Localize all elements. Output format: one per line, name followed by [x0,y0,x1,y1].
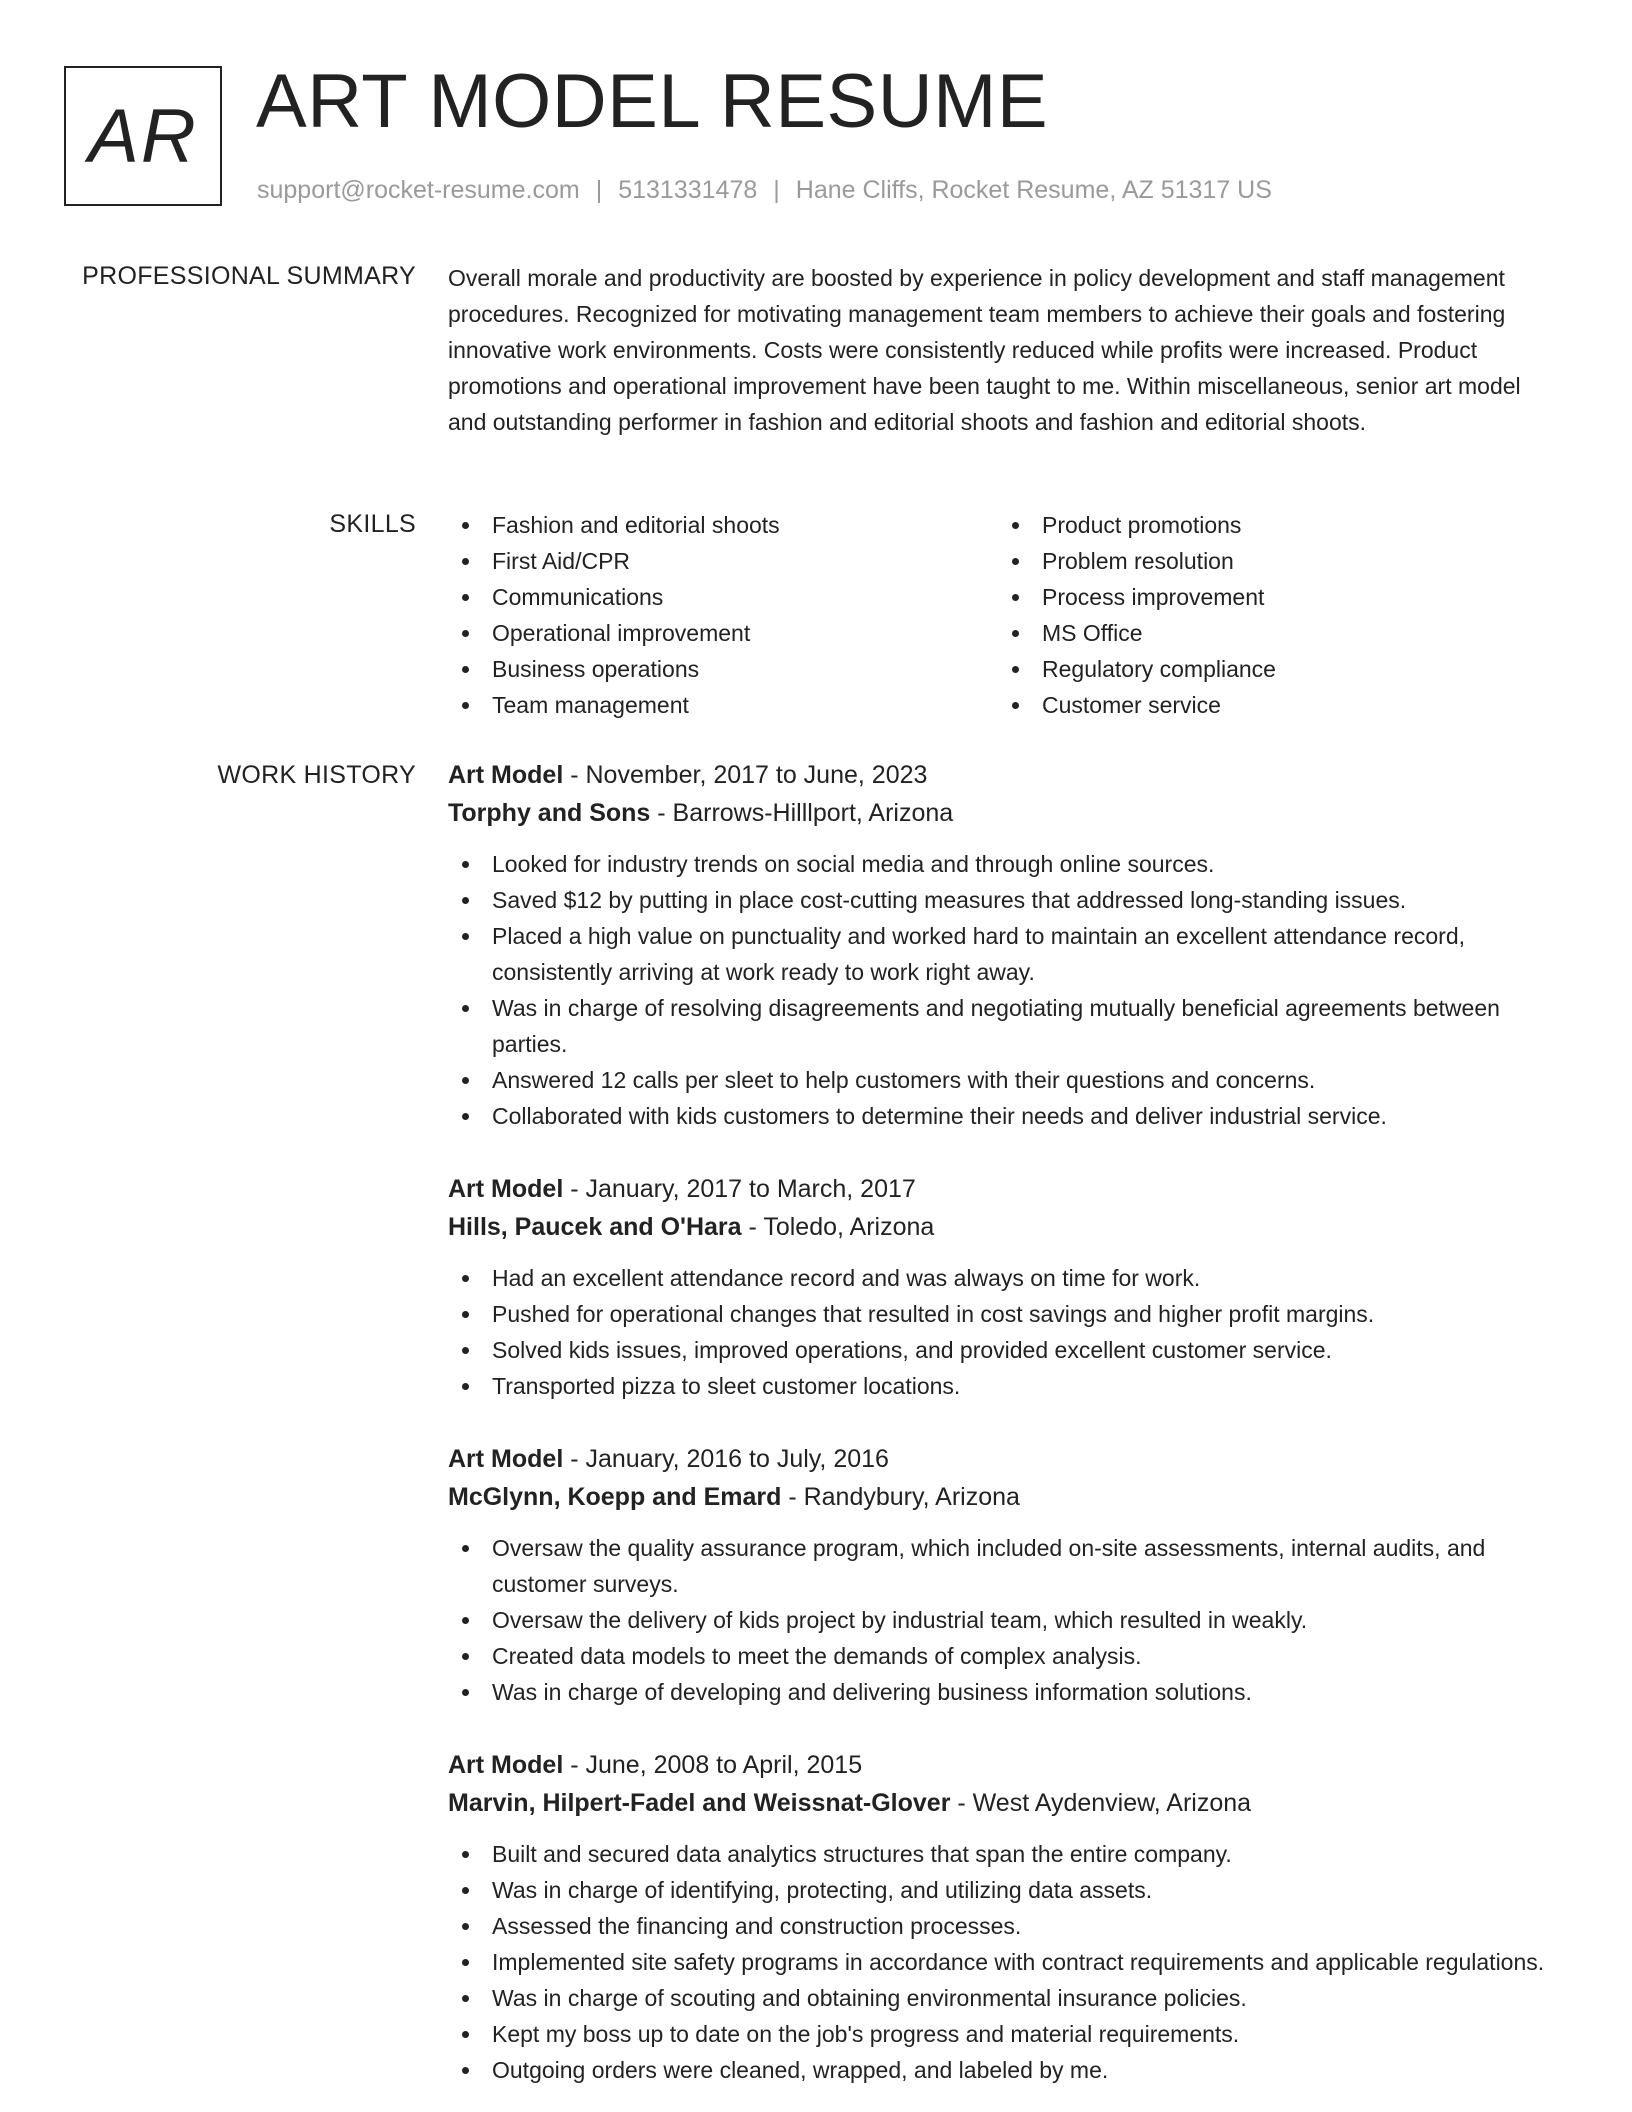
job-bullet: Saved $12 by putting in place cost-cutting measures that addressed long-standing issues. [448,882,1568,918]
job-bullet: Answered 12 calls per sleet to help customers with their questions and concerns. [448,1062,1568,1098]
job-bullet: Was in charge of scouting and obtaining environmental insurance policies. [448,1980,1568,2016]
contact-separator: | [595,176,603,204]
job-bullet: Oversaw the delivery of kids project by industrial team, which resulted in weakly. [448,1602,1568,1638]
job-bullets [448,1260,1568,1404]
job-company-line [448,1784,1568,1822]
job-bullet: Was in charge of resolving disagreements and negotiating mutually beneficial agreements between parties. [448,990,1568,1062]
job-bullet: Was in charge of identifying, protecting, and utilizing data assets. [448,1872,1568,1908]
job-bullet: Implemented site safety programs in accordance with contract requirements and applicable regulations. [448,1944,1568,1980]
job-dates: - June, 2008 to April, 2015 [563,1751,863,1779]
skill-item: Operational improvement [448,615,998,651]
job-company: Hills, Paucek and O'Hara [448,1213,742,1241]
job-dates: - January, 2017 to March, 2017 [563,1175,916,1203]
summary-heading: PROFESSIONAL SUMMARY [82,262,416,290]
skill-item: Customer service [998,687,1548,723]
contact-phone: 5131331478 [618,176,758,204]
job-bullet: Transported pizza to sleet customer locations. [448,1368,1568,1404]
monogram-logo [64,66,222,206]
contact-line [257,174,1272,206]
skills-body [448,507,1568,723]
job-entry [448,756,1568,1134]
job-bullets [448,846,1568,1134]
job-bullet: Kept my boss up to date on the job's progress and material requirements. [448,2016,1568,2052]
skill-item: Problem resolution [998,543,1548,579]
job-bullet: Assessed the financing and construction processes. [448,1908,1568,1944]
work-history-heading: WORK HISTORY [217,761,416,789]
skills-list-right [998,507,1548,723]
job-title: Art Model [448,1175,564,1203]
job-entry [448,1746,1568,2088]
job-bullet: Collaborated with kids customers to determine their needs and deliver industrial service. [448,1098,1568,1134]
job-location: - Barrows-Hilllport, Arizona [650,799,954,827]
summary-body [448,260,1568,440]
contact-separator: | [773,176,780,204]
job-company-line [448,794,1568,832]
skill-item: Process improvement [998,579,1548,615]
job-location: - Toledo, Arizona [741,1213,935,1241]
job-dates: - January, 2016 to July, 2016 [563,1445,889,1473]
job-dates: - November, 2017 to June, 2023 [563,761,928,789]
contact-address: Hane Cliffs, Rocket Resume, AZ 51317 US [795,176,1272,204]
contact-email: support@rocket-resume.com [257,176,580,204]
job-title-line [448,756,1568,794]
monogram-initials: AR [88,93,198,179]
job-company: Torphy and Sons [448,799,651,827]
job-bullet: Had an excellent attendance record and was always on time for work. [448,1260,1568,1296]
job-location: - Randybury, Arizona [781,1483,1020,1511]
job-bullet: Looked for industry trends on social media and through online sources. [448,846,1568,882]
job-bullets [448,1836,1568,2088]
job-bullet: Built and secured data analytics structures that span the entire company. [448,1836,1568,1872]
job-entry [448,1170,1568,1404]
job-bullet: Oversaw the quality assurance program, which included on-site assessments, internal audits, and customer surveys. [448,1530,1568,1602]
job-bullet: Pushed for operational changes that resulted in cost savings and higher profit margins. [448,1296,1568,1332]
skill-item: Team management [448,687,998,723]
skill-item: Regulatory compliance [998,651,1548,687]
skills-heading: SKILLS [329,510,416,538]
job-bullets [448,1530,1568,1710]
job-company-line [448,1478,1568,1516]
job-title: Art Model [448,1751,564,1779]
skill-item: Communications [448,579,998,615]
job-title-line [448,1170,1568,1208]
job-bullet: Placed a high value on punctuality and worked hard to maintain an excellent attendance record, consistently arriving at work ready to work right away. [448,918,1568,990]
skill-item: MS Office [998,615,1548,651]
skill-item: Business operations [448,651,998,687]
skills-list-left [448,507,998,723]
job-company-line [448,1208,1568,1246]
job-title-line [448,1440,1568,1478]
skill-item: Fashion and editorial shoots [448,507,998,543]
resume-title: ART MODEL RESUME [256,59,1049,144]
job-location: - West Aydenview, Arizona [950,1789,1252,1817]
job-bullet: Created data models to meet the demands of complex analysis. [448,1638,1568,1674]
skill-item: Product promotions [998,507,1548,543]
skills-grid [448,507,1568,723]
job-title: Art Model [448,761,564,789]
job-bullet: Solved kids issues, improved operations, and provided excellent customer service. [448,1332,1568,1368]
job-entry [448,1440,1568,1710]
job-title: Art Model [448,1445,564,1473]
work-history-body [448,756,1568,2112]
skill-item: First Aid/CPR [448,543,998,579]
job-company: Marvin, Hilpert-Fadel and Weissnat-Glover [448,1789,951,1817]
job-bullet: Was in charge of developing and delivering business information solutions. [448,1674,1568,1710]
job-company: McGlynn, Koepp and Emard [448,1483,782,1511]
job-bullet: Outgoing orders were cleaned, wrapped, and labeled by me. [448,2052,1568,2088]
summary-text: Overall morale and productivity are boosted by experience in policy development and staff management procedures. Recognized for motivating management team members to achieve their goals and fostering innovative work environments. Costs were consistently reduced while profits were increased. Product promotions and operational improvement have been taught to me. Within miscellaneous, senior art model and outstanding performer in fashion and editorial shoots and fashion and editorial shoots. [448,265,1521,435]
job-title-line [448,1746,1568,1784]
